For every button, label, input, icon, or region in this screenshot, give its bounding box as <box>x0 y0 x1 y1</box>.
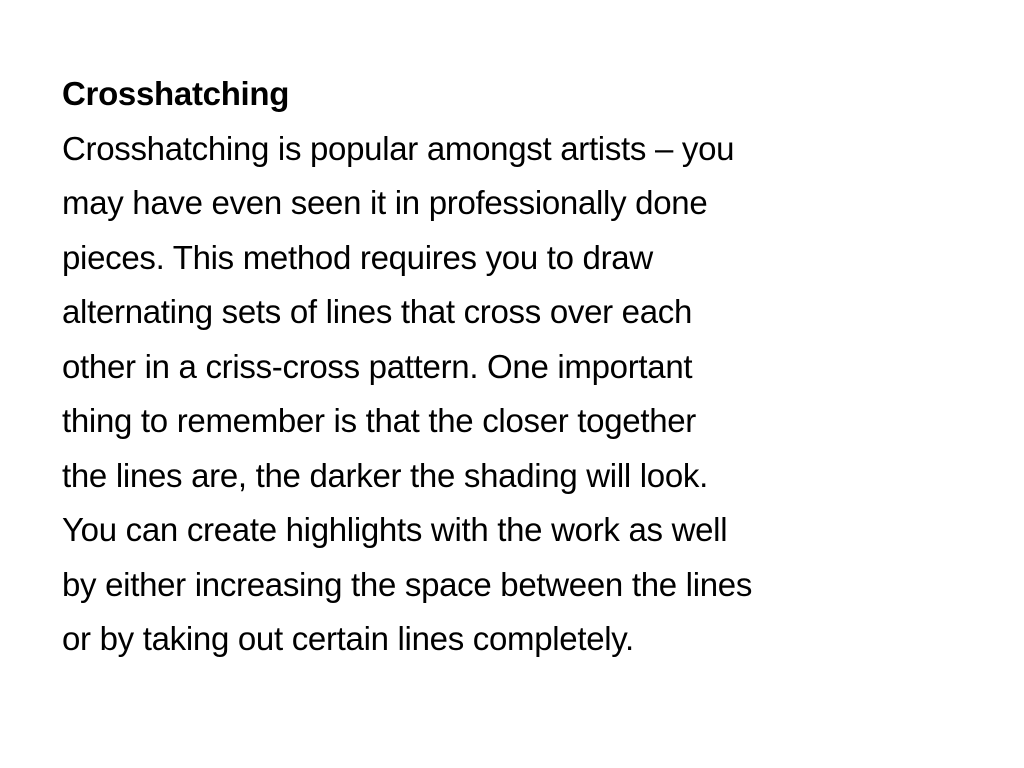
body-line-2: may have even seen it in professionally done <box>62 184 708 221</box>
body-line-7: the lines are, the darker the shading will look. <box>62 456 708 494</box>
slide-body <box>62 67 982 667</box>
body-line-8: You can create highlights with the work as well <box>62 511 728 548</box>
body-line-1: Crosshatching is popular amongst artists – you <box>62 129 735 167</box>
body-line-3: pieces. This method requires you to draw <box>62 238 653 276</box>
body-line-4: alternating sets of lines that cross over each <box>62 293 693 330</box>
body-line-10: or by taking out certain lines completely. <box>62 620 634 657</box>
body-line-6: thing to remember is that the closer together <box>62 402 696 439</box>
body-line-9: by either increasing the space between the lines <box>62 565 753 603</box>
slide-heading: Crosshatching <box>62 75 290 112</box>
body-line-5: other in a criss-cross pattern. One important <box>62 347 693 385</box>
